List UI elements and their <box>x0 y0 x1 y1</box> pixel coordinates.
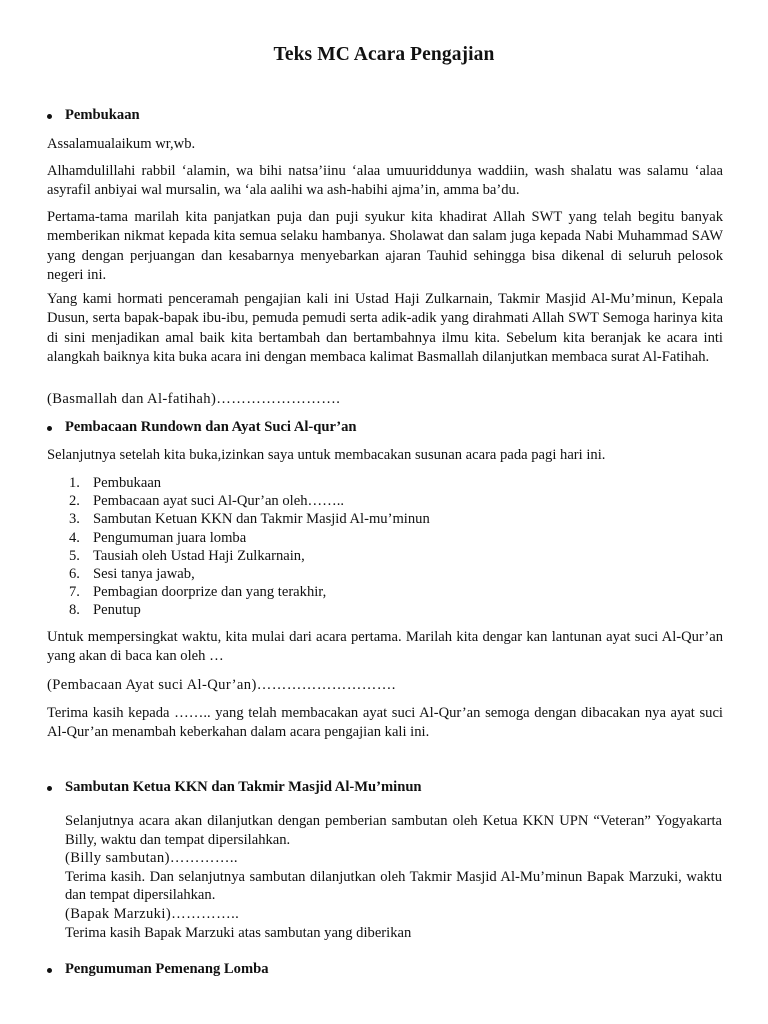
document-page: Teks MC Acara Pengajian Pembukaan Assalamualaikum wr,wb. Alhamdulillahi rabbil ‘alamin, wa bihi natsa’iinu ‘alaa umuuriddunya waddiin, wash shalatu was salamu ‘alaa asyrafil anbiyai wal mursalin, wa ‘ala aalihi wa ash-habihi ajma’in, amma ba’du. Pertama-tama marilah kita panjatkan puja dan puji syukur kita khadirat Allah SWT yang telah begitu banyak memberikan nikmat kepada kita semua selaku hambanya. Sholawat dan salam juga kepada Nabi Muhammad SAW yang dengan perjuangan dan kesabarnya menyebarkan ajaran Tauhid sehingga bisa dikenal di seluruh pelosok negeri ini. Yang kami hormati penceramah pengajian kali ini Ustad Haji Zulkarnain, Takmir Masjid Al-Mu’minun, Kepala Dusun, serta bapak-bapak ibu-ibu, pemuda pemudi serta adik-adik yang dirahmati Allah SWT Semoga harinya kita di sini menjadikan amal baik kita bertambah dan bertambahnya ilmu kita. Sebelum kita beranjak ke acara inti alangkah baiknya kita buka acara ini dengan membaca kalimat Basmallah dilanjutkan membaca surat Al-Fatihah. (Basmallah dan Al-fatihah)……………………. Pembacaan Rundown dan Ayat Suci Al-qur’an Selanjutnya setelah kita buka,izinkan saya untuk membacakan susunan acara pada pagi hari ini. 1. Pembukaan 2. Pembacaan ayat suci Al-Qur’an oleh…….. 3. Sambutan Ketuan KKN dan Takmir Masjid Al-mu’minun 4. Pengumuman juara lomba 5. Tausiah oleh Ustad Haji Zulkarnain, 6. Sesi tanya jawab, 7. Pembagian doorprize dan yang terakhir, 8. Penutup Untuk mempersingkat waktu, kita mulai dari acara pertama. Marilah kita dengar kan lantunan ayat suci Al-Qur’an yang akan di baca kan oleh … (Pembacaan Ayat suci Al-Qur’an)………………………. Terima kasih kepada …….. yang telah membacakan ayat suci Al-Qur’an semoga dengan dibacakan nya ayat suci Al-Qur’an menambah keberkahan dalam acara pengajian kali ini. Sambutan Ketua KKN dan Takmir Masjid Al-Mu’minun Selanjutnya acara akan dilanjutkan dengan pemberian sambutan oleh Ketua KKN UPN “Veteran” Yogyakarta Billy, waktu dan tempat dipersilahkan. (Billy sambutan)………….. Terima kasih. Dan selanjutnya sambutan dilanjutkan oleh Takmir Masjid Al-Mu’minun Bapak Marzuki, waktu dan tempat dipersilahkan. (Bapak Marzuki)………….. Terima kasih Bapak Marzuki atas sambutan yang diberikan Pengumuman Pemenang Lomba <box>0 0 768 1024</box>
speech-section-body <box>65 812 722 942</box>
bullet-icon <box>47 426 52 431</box>
bullet-icon <box>47 786 52 791</box>
quran-reading-intro-paragraph: Untuk mempersingkat waktu, kita mulai dari acara pertama. Marilah kita dengar kan lantunan ayat suci Al-Qur’an yang akan di baca kan oleh … <box>47 629 723 665</box>
basmallah-line: (Basmallah dan Al-fatihah)……………………. <box>47 391 341 407</box>
rundown-intro-paragraph: Selanjutnya setelah kita buka,izinkan saya untuk membacakan susunan acara pada pagi hari ini. <box>47 447 606 463</box>
greeting-paragraph: Assalamualaikum wr,wb. <box>47 136 196 152</box>
marzuki-speech-line: (Bapak Marzuki)………….. <box>65 905 240 922</box>
honored-guests-paragraph: Yang kami hormati penceramah pengajian kali ini Ustad Haji Zulkarnain, Takmir Masjid Al-Mu’minun, Kepala Dusun, serta bapak-bapak ibu-ibu, pemuda pemudi serta adik-adik yang dirahmati Allah SWT Semoga harinya kita di sini menjadikan amal baik kita bertambah dan bertambahnya ilmu kita. Sebelum kita beranjak ke acara inti alangkah baiknya kita buka acara ini dengan membaca kalimat Basmallah dilanjutkan membaca surat Al-Fatihah. <box>47 291 723 366</box>
takmir-speech-paragraph: Terima kasih. Dan selanjutnya sambutan dilanjutkan oleh Takmir Masjid Al-Mu’minun Bapak Marzuki, waktu dan tempat dipersilahkan. <box>65 868 722 904</box>
gratitude-paragraph: Pertama-tama marilah kita panjatkan puja dan puji syukur kita khadirat Allah SWT yang telah begitu banyak memberikan nikmat kepada kita semua selaku hambanya. Sholawat dan salam juga kepada Nabi Muhammad SAW yang dengan perjuangan dan kesabarnya menyebarkan ajaran Tauhid sehingga bisa dikenal di seluruh pelosok negeri ini. <box>47 209 723 284</box>
speech-thanks-line: Terima kasih Bapak Marzuki atas sambutan yang diberikan <box>65 924 412 941</box>
quran-reading-line: (Pembacaan Ayat suci Al-Qur’an)………………………. <box>47 677 396 693</box>
page-title: Teks MC Acara Pengajian <box>273 44 495 65</box>
bullet-icon <box>47 968 52 973</box>
speech-intro-paragraph: Selanjutnya acara akan dilanjutkan dengan pemberian sambutan oleh Ketua KKN UPN “Veteran” Yogyakarta Billy, waktu dan tempat dipersilahkan. <box>65 813 722 848</box>
billy-speech-line: (Billy sambutan)………….. <box>65 850 238 867</box>
quran-thanks-paragraph: Terima kasih kepada …….. yang telah membacakan ayat suci Al-Qur’an semoga dengan dibacakan nya ayat suci Al-Qur’an menambah keberkahan dalam acara pengajian kali ini. <box>47 705 723 741</box>
bullet-icon <box>47 114 52 119</box>
opening-prayer-paragraph: Alhamdulillahi rabbil ‘alamin, wa bihi natsa’iinu ‘alaa umuuriddunya waddiin, wash shalatu was salamu ‘alaa asyrafil anbiyai wal mursalin, wa ‘ala aalihi wa ash-habihi ajma’in, amma ba’du. <box>47 163 723 199</box>
